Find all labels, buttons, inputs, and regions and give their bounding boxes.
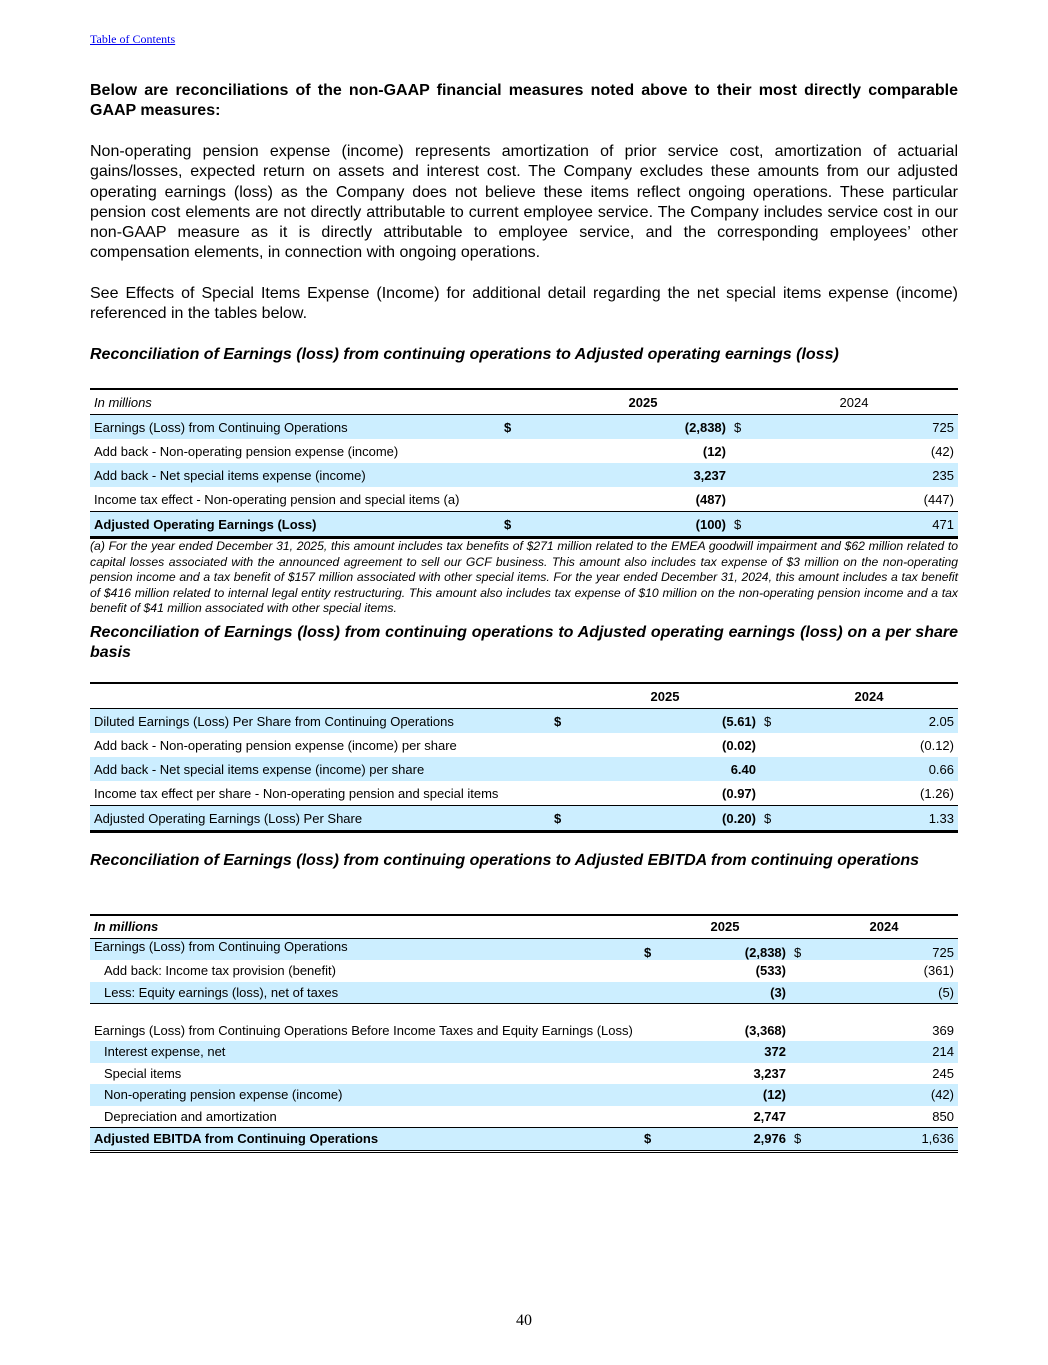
- currency-symbol: $: [550, 709, 570, 734]
- table-of-contents-link[interactable]: Table of Contents: [90, 32, 176, 46]
- section-title-adjusted-ebitda: Reconciliation of Earnings (loss) from continuing operations to Adjusted EBITDA from continuing operations: [90, 852, 920, 869]
- value-2024: 235: [750, 463, 958, 487]
- table-row: [90, 938, 958, 960]
- table-row: [90, 415, 958, 440]
- row-label: Income tax effect - Non-operating pension and special items (a): [94, 491, 460, 507]
- value-2024: 725: [810, 938, 958, 960]
- subtotal-row: [90, 1004, 958, 1042]
- table-header-row: [90, 915, 958, 938]
- table-row: [90, 1084, 958, 1106]
- row-label: Adjusted Operating Earnings (Loss): [90, 512, 500, 538]
- table-header-row: [90, 683, 958, 709]
- table-row: [90, 1063, 958, 1085]
- adjusted-ebitda-table: [90, 914, 958, 1153]
- value-2025: (487): [695, 491, 726, 507]
- value-2025: (2,838): [520, 415, 730, 440]
- value-2025: 6.40: [570, 757, 760, 781]
- value-2024: 2.05: [780, 709, 958, 734]
- value-2024: 1.33: [780, 806, 958, 832]
- col-header-2025: 2025: [570, 683, 760, 709]
- row-label: Earnings (Loss) from Continuing Operations: [90, 415, 500, 440]
- table-row: [90, 960, 958, 982]
- units-label: [90, 683, 550, 709]
- value-2025: 2,976: [660, 1128, 790, 1152]
- value-2024: 369: [810, 1004, 958, 1042]
- value-2024: (42): [930, 443, 954, 459]
- pension-paragraph: Non-operating pension expense (income) represents amortization of prior service cost, amortization of actuarial gains/losses, expected return on assets and interest cost. The Company excludes these amounts from our adjusted operating earnings (loss) as the Company does not believe these items reflect ongoing operations. These particular pension cost elements are not directly attributable to current employee service. The Company includes service cost in our non-GAAP measure as it is directly attributable to employee service, and the corresponding employees’ other compensation elements, in connection with ongoing operations.: [90, 143, 958, 262]
- value-2024: 850: [932, 1108, 954, 1124]
- total-row: [90, 1128, 958, 1152]
- value-2025: (533): [755, 963, 786, 979]
- value-2025: 372: [660, 1041, 790, 1063]
- currency-symbol: $: [760, 709, 780, 734]
- value-2024: 471: [750, 512, 958, 538]
- value-2024: (1.26): [920, 785, 954, 801]
- table-row: [90, 439, 958, 463]
- value-2024: (42): [810, 1084, 958, 1106]
- value-2025: (5.61): [570, 709, 760, 734]
- row-label: Diluted Earnings (Loss) Per Share from Continuing Operations: [90, 709, 550, 734]
- value-2024: (361): [923, 963, 954, 979]
- row-label: Non-operating pension expense (income): [90, 1084, 640, 1106]
- row-label: Depreciation and amortization: [104, 1108, 277, 1124]
- value-2025: 3,237: [753, 1065, 786, 1081]
- table-row: [90, 733, 958, 757]
- value-2025: (100): [520, 512, 730, 538]
- total-row: [90, 806, 958, 832]
- col-header-2024: 2024: [750, 389, 958, 415]
- units-label: In millions: [90, 915, 640, 938]
- row-label: Special items: [104, 1065, 182, 1081]
- row-label: Add back - Net special items expense (income): [90, 463, 500, 487]
- currency-symbol: $: [640, 938, 660, 960]
- value-2025: (3,368): [660, 1004, 790, 1042]
- value-2025: (3): [660, 982, 790, 1004]
- row-label: Interest expense, net: [90, 1041, 640, 1063]
- value-2025: (2,838): [660, 938, 790, 960]
- value-2024: 725: [750, 415, 958, 440]
- table-row: [90, 1106, 958, 1128]
- value-2024: (0.12): [920, 737, 954, 753]
- adjusted-operating-earnings-table: [90, 388, 958, 539]
- footnote-a: (a) For the year ended December 31, 2025, this amount includes tax benefits of $271 million related to the EMEA goodwill impairment and $62 million related to capital losses associated with the announced agreement to sell our GCF business. This amount also includes tax expense of $3 million on the non-operating pension income and a tax benefit of $157 million associated with other special items. For the year ended December 31, 2024, this amount includes a tax benefit of $416 million related to internal legal entity restructuring. This amount also includes tax expense of $10 million on the non-operating pension income and a tax benefit of $41 million associated with other special items.: [90, 539, 958, 616]
- value-2025: (12): [660, 1084, 790, 1106]
- row-label: Add back - Non-operating pension expense (income) per share: [94, 737, 457, 753]
- table-row: [90, 781, 958, 806]
- value-2025: (12): [702, 443, 726, 459]
- table-row: [90, 463, 958, 487]
- row-label: Adjusted EBITDA from Continuing Operations: [90, 1128, 640, 1152]
- currency-symbol: $: [500, 415, 520, 440]
- value-2025: (0.97): [722, 785, 756, 801]
- col-header-2024: 2024: [780, 683, 958, 709]
- row-label: Income tax effect per share - Non-operating pension and special items: [94, 785, 499, 801]
- per-share-table: [90, 682, 958, 833]
- row-label: Add back - Non-operating pension expense (income): [94, 443, 399, 459]
- section-title-per-share: Reconciliation of Earnings (loss) from continuing operations to Adjusted operating earnings (loss) on a per share basis: [90, 624, 958, 661]
- table-row: [90, 487, 958, 512]
- currency-symbol: $: [790, 938, 810, 960]
- currency-symbol: $: [550, 806, 570, 832]
- table-row: [90, 709, 958, 734]
- value-2024: (5): [810, 982, 958, 1004]
- value-2025: (0.20): [570, 806, 760, 832]
- value-2024: 245: [932, 1065, 954, 1081]
- table-row: [90, 982, 958, 1004]
- value-2024: 214: [810, 1041, 958, 1063]
- value-2025: 2,747: [753, 1108, 786, 1124]
- value-2025: (0.02): [722, 737, 756, 753]
- row-label: Adjusted Operating Earnings (Loss) Per Share: [90, 806, 550, 832]
- row-label: Add back - Net special items expense (income) per share: [90, 757, 550, 781]
- section-title-adjusted-operating-earnings: Reconciliation of Earnings (loss) from continuing operations to Adjusted operating earnings (loss): [90, 346, 839, 363]
- value-2024: (447): [923, 491, 954, 507]
- value-2024: 0.66: [780, 757, 958, 781]
- currency-symbol: $: [730, 512, 750, 538]
- intro-heading: Below are reconciliations of the non-GAAP financial measures noted above to their most directly comparable GAAP measures:: [90, 82, 958, 119]
- row-label: Less: Equity earnings (loss), net of taxes: [90, 982, 640, 1004]
- table-row: [90, 757, 958, 781]
- row-label: Earnings (Loss) from Continuing Operations Before Income Taxes and Equity Earnings (Loss): [90, 1004, 640, 1042]
- total-row: [90, 512, 958, 538]
- table-header-row: [90, 389, 958, 415]
- row-label: Add back: Income tax provision (benefit): [104, 963, 336, 979]
- currency-symbol: $: [500, 512, 520, 538]
- currency-symbol: $: [640, 1128, 660, 1152]
- page-number: 40: [516, 1312, 532, 1329]
- value-2024: 1,636: [810, 1128, 958, 1152]
- col-header-2024: 2024: [810, 915, 958, 938]
- currency-symbol: $: [760, 806, 780, 832]
- special-items-paragraph: See Effects of Special Items Expense (Income) for additional detail regarding the net special items expense (income) referenced in the tables below.: [90, 285, 958, 323]
- currency-symbol: $: [790, 1128, 810, 1152]
- units-label: In millions: [90, 389, 500, 415]
- value-2025: 3,237: [520, 463, 730, 487]
- table-row: [90, 1041, 958, 1063]
- currency-symbol: $: [730, 415, 750, 440]
- col-header-2025: 2025: [660, 915, 790, 938]
- col-header-2025: 2025: [520, 389, 730, 415]
- row-label: Earnings (Loss) from Continuing Operations: [90, 938, 640, 960]
